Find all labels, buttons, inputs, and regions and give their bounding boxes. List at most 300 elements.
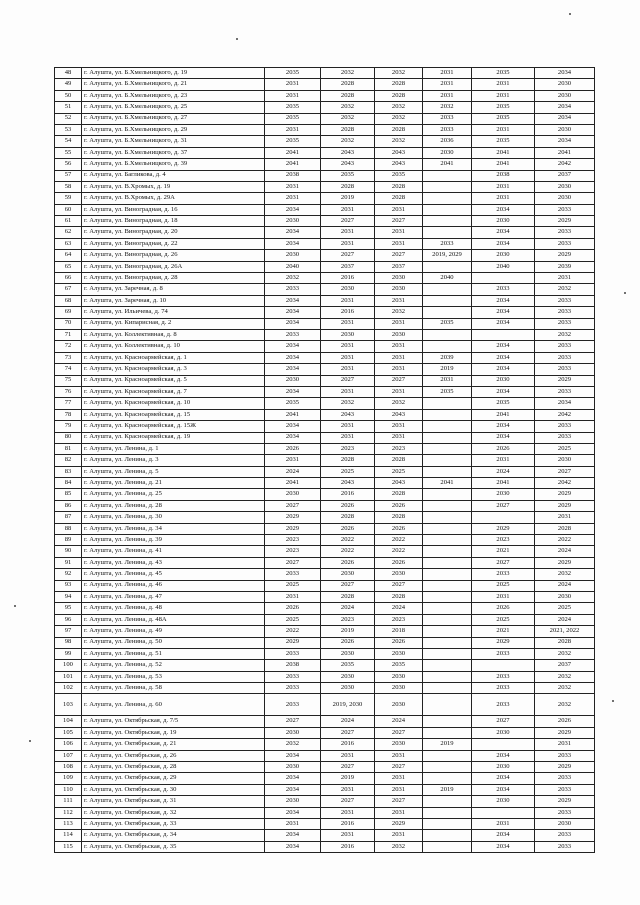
year-cell: 2028 [375, 181, 423, 192]
year-cell: 2034 [535, 398, 595, 409]
year-cell: 2033 [535, 227, 595, 238]
year-cell: 2028 [375, 512, 423, 523]
address-cell: г. Алушта, ул. Ленина, д. 28 [82, 500, 265, 511]
year-cell: 2031 [321, 421, 375, 432]
year-cell: 2031 [472, 819, 535, 830]
year-cell: 2035 [265, 398, 321, 409]
table-row [55, 660, 595, 671]
row-number: 55 [55, 147, 82, 158]
address-cell: г. Алушта, ул. Б.Хмельницкого, д. 27 [82, 113, 265, 124]
table-row [55, 318, 595, 329]
year-cell: 2028 [321, 591, 375, 602]
address-cell: г. Алушта, ул. Октябрьская, д. 7/5 [82, 716, 265, 727]
table-row [55, 455, 595, 466]
year-cell: 2026 [265, 603, 321, 614]
table-row [55, 307, 595, 318]
year-cell: 2028 [321, 512, 375, 523]
year-cell: 2041 [423, 478, 472, 489]
address-cell: г. Алушта, ул. Виноградная, д. 28 [82, 273, 265, 284]
table-row [55, 170, 595, 181]
year-cell: 2043 [321, 409, 375, 420]
year-cell: 2030 [265, 727, 321, 738]
year-cell: 2025 [321, 466, 375, 477]
year-cell: 2019, 2030 [321, 694, 375, 716]
year-cell [423, 227, 472, 238]
address-cell: г. Алушта, ул. Ленина, д. 39 [82, 535, 265, 546]
year-cell: 2026 [321, 523, 375, 534]
year-cell [423, 512, 472, 523]
year-cell: 2030 [265, 216, 321, 227]
year-cell: 2032 [535, 671, 595, 682]
address-cell: г. Алушта, ул. Ильичева, д. 74 [82, 307, 265, 318]
year-cell: 2034 [535, 136, 595, 147]
table-row [55, 364, 595, 375]
year-cell: 2031 [321, 364, 375, 375]
year-cell: 2028 [321, 181, 375, 192]
year-cell: 2033 [472, 694, 535, 716]
row-number: 102 [55, 683, 82, 694]
year-cell: 2016 [321, 841, 375, 852]
year-cell: 2030 [375, 648, 423, 659]
table-row [55, 739, 595, 750]
year-cell [423, 329, 472, 340]
address-cell: г. Алушта, ул. Красноармейская, д. 1 [82, 352, 265, 363]
year-cell: 2027 [375, 762, 423, 773]
year-cell: 2034 [535, 113, 595, 124]
year-cell [423, 455, 472, 466]
year-cell: 2033 [535, 421, 595, 432]
row-number: 103 [55, 694, 82, 716]
year-cell: 2022 [375, 535, 423, 546]
year-cell: 2031 [265, 124, 321, 135]
row-number: 67 [55, 284, 82, 295]
year-cell: 2019 [321, 773, 375, 784]
table-row [55, 671, 595, 682]
row-number: 77 [55, 398, 82, 409]
address-cell: г. Алушта, ул. Ленина, д. 43 [82, 557, 265, 568]
address-cell: г. Алушта, ул. Ленина, д. 46 [82, 580, 265, 591]
year-cell: 2029 [535, 375, 595, 386]
address-cell: г. Алушта, ул. Октябрьская, д. 19 [82, 727, 265, 738]
year-cell: 2031 [375, 364, 423, 375]
year-cell: 2027 [265, 557, 321, 568]
year-cell: 2030 [265, 375, 321, 386]
table-row [55, 113, 595, 124]
year-cell: 2029 [375, 819, 423, 830]
year-cell: 2033 [535, 295, 595, 306]
year-cell: 2027 [375, 727, 423, 738]
year-cell: 2032 [321, 398, 375, 409]
scan-speck [624, 292, 626, 294]
year-cell: 2032 [321, 113, 375, 124]
year-cell: 2030 [265, 250, 321, 261]
row-number: 107 [55, 750, 82, 761]
year-cell: 2033 [535, 807, 595, 818]
year-cell: 2021, 2022 [535, 626, 595, 637]
year-cell: 2031 [265, 455, 321, 466]
year-cell: 2026 [321, 637, 375, 648]
table-row [55, 238, 595, 249]
year-cell [423, 398, 472, 409]
table-row [55, 124, 595, 135]
row-number: 80 [55, 432, 82, 443]
year-cell: 2034 [265, 830, 321, 841]
year-cell: 2027 [321, 762, 375, 773]
year-cell: 2035 [472, 68, 535, 79]
year-cell: 2034 [265, 318, 321, 329]
year-cell: 2034 [265, 364, 321, 375]
year-cell [472, 739, 535, 750]
year-cell: 2030 [265, 796, 321, 807]
table-row [55, 535, 595, 546]
year-cell: 2028 [375, 124, 423, 135]
year-cell: 2029 [472, 637, 535, 648]
year-cell: 2034 [265, 238, 321, 249]
year-cell: 2031 [321, 807, 375, 818]
table-row [55, 796, 595, 807]
address-cell: г. Алушта, ул. Ленина, д. 1 [82, 443, 265, 454]
row-number: 54 [55, 136, 82, 147]
year-cell: 2035 [423, 318, 472, 329]
table-row [55, 614, 595, 625]
year-cell: 2031 [535, 273, 595, 284]
year-cell [423, 694, 472, 716]
row-number: 57 [55, 170, 82, 181]
year-cell: 2033 [423, 113, 472, 124]
year-cell: 2027 [321, 216, 375, 227]
row-number: 73 [55, 352, 82, 363]
year-cell [423, 819, 472, 830]
table-row [55, 90, 595, 101]
year-cell: 2030 [375, 273, 423, 284]
year-cell: 2030 [321, 648, 375, 659]
year-cell [472, 512, 535, 523]
year-cell: 2033 [535, 238, 595, 249]
year-cell: 2027 [375, 375, 423, 386]
year-cell: 2034 [472, 227, 535, 238]
address-cell: г. Алушта, ул. Ленина, д. 50 [82, 637, 265, 648]
year-cell: 2034 [535, 102, 595, 113]
row-number: 70 [55, 318, 82, 329]
year-cell: 2034 [265, 341, 321, 352]
address-cell: г. Алушта, ул. Заречная, д. 8 [82, 284, 265, 295]
address-cell: г. Алушта, ул. Кипарисная, д. 2 [82, 318, 265, 329]
year-cell: 2043 [321, 478, 375, 489]
year-cell: 2040 [265, 261, 321, 272]
year-cell: 2030 [535, 455, 595, 466]
year-cell: 2034 [472, 421, 535, 432]
year-cell [423, 603, 472, 614]
address-cell: г. Алушта, ул. Коллективная, д. 8 [82, 329, 265, 340]
year-cell: 2034 [472, 386, 535, 397]
address-cell: г. Алушта, ул. Ленина, д. 48А [82, 614, 265, 625]
year-cell [472, 273, 535, 284]
year-cell: 2027 [472, 557, 535, 568]
year-cell: 2031 [375, 421, 423, 432]
year-cell: 2031 [321, 830, 375, 841]
year-cell: 2031 [375, 352, 423, 363]
year-cell: 2031 [375, 295, 423, 306]
year-cell: 2032 [265, 273, 321, 284]
year-cell: 2034 [472, 307, 535, 318]
year-cell: 2033 [535, 750, 595, 761]
year-cell: 2030 [321, 284, 375, 295]
year-cell: 2016 [321, 273, 375, 284]
year-cell: 2028 [321, 90, 375, 101]
year-cell: 2034 [472, 830, 535, 841]
year-cell: 2042 [535, 159, 595, 170]
year-cell: 2034 [265, 841, 321, 852]
year-cell: 2029 [535, 489, 595, 500]
year-cell: 2030 [423, 147, 472, 158]
year-cell: 2031 [321, 318, 375, 329]
row-number: 100 [55, 660, 82, 671]
table-row [55, 694, 595, 716]
row-number: 95 [55, 603, 82, 614]
year-cell: 2027 [321, 250, 375, 261]
year-cell: 2027 [472, 716, 535, 727]
address-cell: г. Алушта, ул. Октябрьская, д. 28 [82, 762, 265, 773]
row-number: 66 [55, 273, 82, 284]
year-cell: 2030 [375, 739, 423, 750]
address-cell: г. Алушта, ул. Октябрьская, д. 34 [82, 830, 265, 841]
year-cell: 2035 [265, 102, 321, 113]
year-cell: 2034 [472, 773, 535, 784]
year-cell: 2027 [375, 580, 423, 591]
year-cell [423, 830, 472, 841]
year-cell [423, 193, 472, 204]
year-cell: 2034 [472, 841, 535, 852]
address-cell: г. Алушта, ул. Ленина, д. 41 [82, 546, 265, 557]
scan-speck [14, 605, 16, 607]
address-cell: г. Алушта, ул. Ленина, д. 58 [82, 683, 265, 694]
year-cell: 2026 [375, 637, 423, 648]
year-cell: 2031 [375, 784, 423, 795]
address-cell: г. Алушта, ул. Ленина, д. 51 [82, 648, 265, 659]
year-cell: 2026 [375, 557, 423, 568]
address-cell: г. Алушта, ул. Ленина, д. 25 [82, 489, 265, 500]
address-cell: г. Алушта, ул. Виноградная, д. 26А [82, 261, 265, 272]
address-cell: г. Алушта, ул. Б.Хмельницкого, д. 23 [82, 90, 265, 101]
year-cell: 2031 [321, 204, 375, 215]
address-cell: г. Алушта, ул. Октябрьская, д. 31 [82, 796, 265, 807]
year-cell: 2031 [375, 227, 423, 238]
year-cell: 2019 [321, 626, 375, 637]
year-cell: 2030 [321, 683, 375, 694]
year-cell: 2039 [423, 352, 472, 363]
year-cell: 2022 [265, 626, 321, 637]
table-row [55, 443, 595, 454]
year-cell: 2024 [472, 466, 535, 477]
year-cell: 2028 [535, 637, 595, 648]
year-cell: 2035 [321, 660, 375, 671]
table-row [55, 204, 595, 215]
table-row [55, 591, 595, 602]
year-cell [423, 727, 472, 738]
row-number: 105 [55, 727, 82, 738]
year-cell: 2031 [423, 79, 472, 90]
year-cell: 2032 [375, 136, 423, 147]
year-cell: 2032 [423, 102, 472, 113]
year-cell: 2031 [265, 181, 321, 192]
year-cell: 2027 [535, 466, 595, 477]
year-cell: 2034 [472, 432, 535, 443]
year-cell: 2034 [535, 68, 595, 79]
address-cell: г. Алушта, ул. Заречная, д. 10 [82, 295, 265, 306]
year-cell: 2029 [265, 637, 321, 648]
year-cell: 2033 [535, 318, 595, 329]
row-number: 98 [55, 637, 82, 648]
year-cell [423, 796, 472, 807]
table-row [55, 398, 595, 409]
year-cell: 2031 [321, 295, 375, 306]
year-cell: 2030 [535, 819, 595, 830]
year-cell: 2034 [472, 204, 535, 215]
row-number: 92 [55, 569, 82, 580]
year-cell: 2027 [472, 500, 535, 511]
row-number: 87 [55, 512, 82, 523]
table-row [55, 841, 595, 852]
year-cell: 2040 [472, 261, 535, 272]
year-cell [423, 523, 472, 534]
year-cell: 2019, 2029 [423, 250, 472, 261]
row-number: 101 [55, 671, 82, 682]
address-cell: г. Алушта, ул. Октябрьская, д. 33 [82, 819, 265, 830]
year-cell: 2023 [265, 535, 321, 546]
row-number: 88 [55, 523, 82, 534]
year-cell: 2031 [423, 68, 472, 79]
year-cell: 2019 [423, 364, 472, 375]
year-cell: 2029 [265, 523, 321, 534]
year-cell: 2025 [375, 466, 423, 477]
year-cell [423, 216, 472, 227]
address-cell: г. Алушта, ул. В.Хромых, д. 29А [82, 193, 265, 204]
address-cell: г. Алушта, ул. Октябрьская, д. 32 [82, 807, 265, 818]
row-number: 48 [55, 68, 82, 79]
row-number: 51 [55, 102, 82, 113]
table-row [55, 386, 595, 397]
year-cell: 2033 [265, 284, 321, 295]
year-cell: 2034 [265, 421, 321, 432]
scan-speck [569, 13, 571, 15]
year-cell: 2041 [535, 147, 595, 158]
year-cell: 2023 [321, 614, 375, 625]
address-cell: г. Алушта, ул. Б.Хмельницкого, д. 37 [82, 147, 265, 158]
year-cell: 2031 [472, 455, 535, 466]
year-cell [423, 614, 472, 625]
year-cell: 2033 [265, 683, 321, 694]
table-row [55, 648, 595, 659]
year-cell: 2032 [535, 683, 595, 694]
year-cell: 2023 [265, 546, 321, 557]
year-cell: 2025 [265, 614, 321, 625]
table-row [55, 819, 595, 830]
year-cell: 2025 [265, 580, 321, 591]
year-cell: 2030 [472, 375, 535, 386]
year-cell: 2023 [472, 535, 535, 546]
year-cell: 2031 [321, 386, 375, 397]
year-cell: 2030 [472, 727, 535, 738]
year-cell: 2026 [321, 557, 375, 568]
year-cell: 2033 [265, 671, 321, 682]
year-cell: 2029 [535, 796, 595, 807]
table-row [55, 216, 595, 227]
row-number: 78 [55, 409, 82, 420]
year-cell: 2043 [321, 159, 375, 170]
row-number: 53 [55, 124, 82, 135]
year-cell [423, 546, 472, 557]
table-row [55, 807, 595, 818]
table-row [55, 284, 595, 295]
year-cell: 2030 [535, 181, 595, 192]
year-cell: 2031 [375, 750, 423, 761]
address-cell: г. Алушта, ул. Октябрьская, д. 21 [82, 739, 265, 750]
year-cell: 2041 [265, 159, 321, 170]
row-number: 76 [55, 386, 82, 397]
address-cell: г. Алушта, ул. Виноградная, д. 22 [82, 238, 265, 249]
scan-speck [236, 38, 238, 40]
year-cell [423, 660, 472, 671]
address-cell: г. Алушта, ул. Виноградная, д. 26 [82, 250, 265, 261]
year-cell: 2032 [375, 307, 423, 318]
table-row [55, 750, 595, 761]
year-cell: 2033 [535, 386, 595, 397]
year-cell: 2026 [375, 500, 423, 511]
table-row [55, 181, 595, 192]
year-cell: 2041 [472, 478, 535, 489]
row-number: 58 [55, 181, 82, 192]
year-cell: 2024 [375, 603, 423, 614]
year-cell: 2040 [423, 273, 472, 284]
row-number: 108 [55, 762, 82, 773]
year-cell [423, 750, 472, 761]
year-cell: 2027 [375, 796, 423, 807]
year-cell: 2031 [375, 773, 423, 784]
year-cell: 2019 [423, 739, 472, 750]
year-cell: 2034 [472, 341, 535, 352]
year-cell: 2022 [535, 535, 595, 546]
year-cell: 2024 [535, 580, 595, 591]
row-number: 74 [55, 364, 82, 375]
address-cell: г. Алушта, ул. Красноармейская, д. 3 [82, 364, 265, 375]
year-cell: 2033 [423, 124, 472, 135]
table-body [55, 68, 595, 853]
row-number: 68 [55, 295, 82, 306]
year-cell: 2031 [472, 193, 535, 204]
address-cell: г. Алушта, ул. Ленина, д. 30 [82, 512, 265, 523]
year-cell: 2035 [265, 113, 321, 124]
year-cell: 2041 [265, 147, 321, 158]
year-cell: 2037 [321, 261, 375, 272]
row-number: 59 [55, 193, 82, 204]
row-number: 110 [55, 784, 82, 795]
year-cell: 2038 [472, 170, 535, 181]
year-cell: 2034 [472, 364, 535, 375]
year-cell: 2024 [535, 546, 595, 557]
year-cell: 2031 [472, 124, 535, 135]
year-cell [472, 807, 535, 818]
row-number: 109 [55, 773, 82, 784]
table-row [55, 375, 595, 386]
year-cell: 2034 [472, 318, 535, 329]
address-cell: г. Алушта, ул. Виноградная, д. 20 [82, 227, 265, 238]
row-number: 49 [55, 79, 82, 90]
year-cell [423, 204, 472, 215]
year-cell: 2028 [375, 90, 423, 101]
year-cell: 2031 [265, 819, 321, 830]
year-cell [423, 637, 472, 648]
table-row [55, 478, 595, 489]
